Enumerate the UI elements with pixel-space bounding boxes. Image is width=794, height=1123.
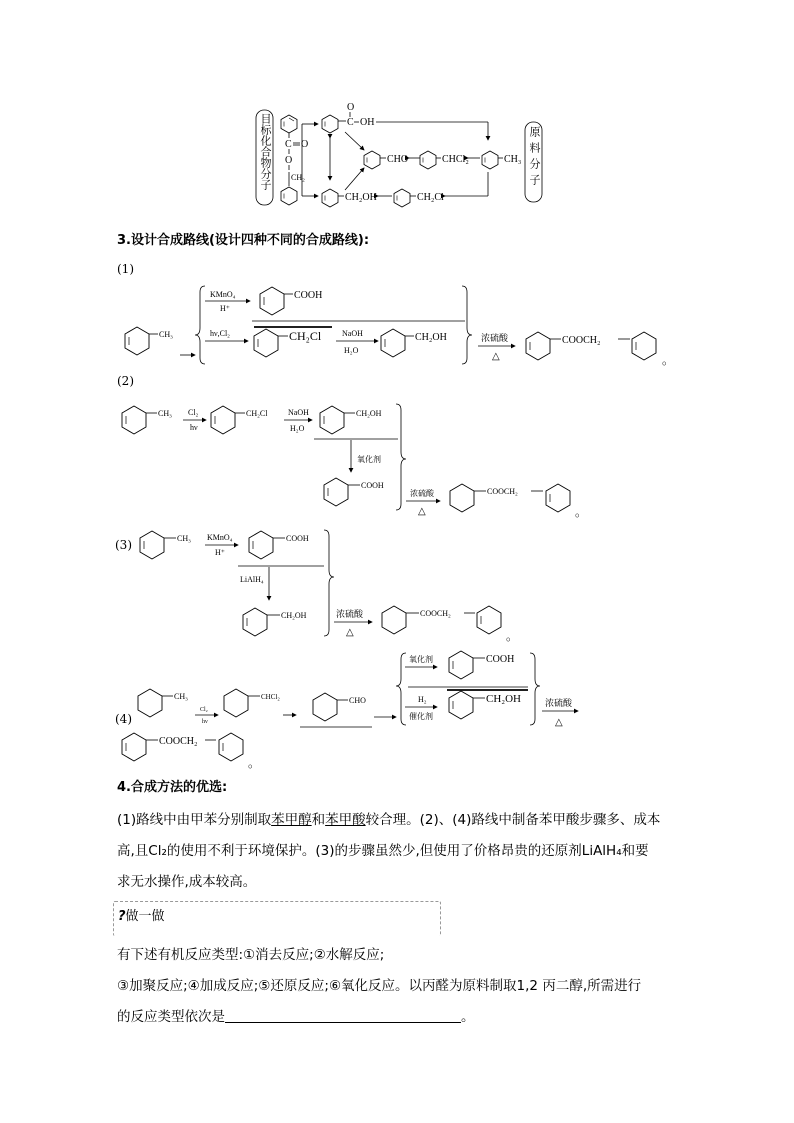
route4-cooh: COOH [486,654,515,665]
route4-cho: CHO [349,696,366,705]
benzene-ring [249,531,273,559]
cyclohexane-ring [224,689,248,717]
route4-hv: hν [202,719,208,725]
target-molecule-label: 目标化合物分子 [259,113,272,190]
practice-question [117,940,697,1033]
route3-end: 。 [506,629,519,643]
route1-kmno4: KMnO₄ [210,290,236,299]
retrosynthesis-diagram [0,0,794,220]
benzene-ring [260,287,284,315]
benzene-ring [381,329,405,357]
section4-line2: 高,且Cl₂的使用不利于环境保护。(3)的步骤虽然少,但使用了价格昂贵的还原剂LiAlH₄和要 [117,843,649,859]
route1-ch2oh: CH₂OH [415,332,447,343]
route2-cl2: Cl₂ [188,408,199,417]
route1-end: 。 [662,353,675,367]
route4-heat: △ [555,717,563,728]
route2-heat: △ [418,506,426,517]
section4-text: (1)路线中由甲苯分别制取 [117,812,272,828]
route1-ch2cl: CH₂Cl [289,329,322,343]
route2-ch3: CH₃ [158,409,172,418]
cyclohexane-ring [382,606,406,634]
route4-ch2oh: CH₂OH [486,693,522,705]
section4-line3: 求无水操作,成本较高。 [117,874,257,890]
benzene-ring [122,733,146,761]
route3-product: COOCH₂ [420,609,451,618]
benzene-ring [632,332,656,360]
practice-line3-end: 。 [461,1009,475,1025]
route2-hv: hν [190,423,198,432]
benzene-ring [322,189,338,207]
source-molecule-label: 原料分子 [528,126,541,190]
benzene-ring [482,151,498,169]
section4-text: 较合理。(2)、(4)路线中制备苯甲酸步骤多、成本 [365,812,661,828]
route4-chcl2: CHCl₂ [261,693,280,701]
benzene-ring [281,187,297,205]
practice-line3 [117,1002,697,1033]
cho-label: CHO [387,154,409,165]
route1-hv-cl2: hν,Cl₂ [210,329,230,338]
route2-naoh: NaOH [288,408,309,417]
route4-oxidant: 氧化剂 [409,655,433,664]
route3-cooh: COOH [286,534,309,543]
route3-hplus: H⁺ [215,548,225,557]
route2-product: COOCH₂ [487,487,518,496]
benzene-ring [526,332,550,360]
route3-heat: △ [346,627,354,638]
route2-label: (2) [117,374,134,388]
route2-ch2cl: CH₂Cl [246,409,268,418]
benzene-ring [546,484,570,512]
route3-label: (3) [115,538,132,552]
section4-paragraph [117,805,697,898]
route1-label: (1) [117,262,134,276]
benzene-ring [125,327,149,355]
route3-ch3: CH₃ [177,534,191,543]
benzyl-alcohol-term: 苯甲醇 [271,812,312,828]
benzene-ring [324,478,348,506]
ch3-label: CH₃ [504,154,522,165]
route4-product-label: COOCH₂ [159,736,198,747]
benzoic-acid-term: 苯甲酸 [325,812,366,828]
benzene-ring [122,406,146,434]
route4-label: (4) [115,712,132,726]
route4-h2: H₂ [418,695,427,704]
benzene-ring [477,606,501,634]
route2-h2o: H₂O [290,424,305,433]
benzene-ring [211,406,235,434]
section3-heading: 3.设计合成路线(设计四种不同的合成路线): [117,233,370,248]
route3-ch2oh: CH₂OH [281,611,307,620]
acid-c: C [347,117,354,128]
route3-scheme [0,520,794,650]
ester-c: C [285,139,292,150]
route4-cl2: Cl₂ [200,707,208,713]
route2-end: 。 [575,505,588,519]
ester-o-double: O [301,139,309,150]
route2-ch2oh: CH₂OH [356,409,382,418]
benzene-ring [320,406,344,434]
cyclohexane-ring [138,689,162,717]
route1-naoh: NaOH [342,329,363,338]
benzene-ring [281,115,297,133]
route4-end: 。 [248,756,261,770]
section4-line1 [117,805,697,836]
route2-scheme [0,392,794,532]
route4-product [0,725,794,775]
benzene-ring [140,531,164,559]
acid-oh: OH [360,117,375,128]
route1-h2o: H₂O [344,346,359,355]
benzene-ring [322,115,338,133]
cyclohexane-ring [313,693,337,721]
practice-box [113,901,441,936]
benzene-ring [243,608,267,636]
route4-catalyst: 催化剂 [409,712,433,721]
route3-conc-h2so4: 浓硫酸 [336,610,364,620]
ch2cl-label: CH₂Cl [417,192,444,203]
route3-lialh4: LiAlH₄ [240,575,264,584]
route1-product: COOCH₂ [562,335,601,346]
section4-heading: 4.合成方法的优选: [117,780,228,795]
benzene-ring [364,151,380,169]
benzene-ring [394,189,410,207]
route4-conc-h2so4: 浓硫酸 [545,699,573,709]
route2-conc-h2so4: 浓硫酸 [410,489,434,498]
practice-line2: ③加聚反应;④加成反应;⑤还原反应;⑥氧化反应。以丙醛为原料制取1,2 丙二醇,所需进行 [117,978,642,994]
benzene-ring [449,691,473,719]
route4-ch3: CH₃ [174,692,188,701]
benzene-ring [420,151,436,169]
route1-conc-h2so4: 浓硫酸 [481,334,509,344]
route1-ch3: CH₃ [159,330,173,339]
route1-cooh: COOH [294,290,323,301]
ester-ch2: CH₂ [291,173,305,182]
practice-line3-text: 的反应类型依次是 [117,1009,225,1025]
route2-oxidant: 氧化剂 [357,455,381,464]
route1-heat: △ [492,351,500,362]
route1-hplus: H⁺ [220,304,230,313]
acid-o: O [347,102,355,113]
practice-title [118,905,165,924]
practice-title-text: 做一做 [125,909,165,924]
question-icon: ? [118,909,126,924]
ch2oh-label: CH₂OH [345,192,377,203]
ester-o: O [285,155,293,166]
chcl2-label: CHCl₂ [442,154,469,165]
cyclohexane-ring [450,484,474,512]
benzene-ring [219,733,243,761]
practice-line1: 有下述有机反应类型:①消去反应;②水解反应; [117,947,385,963]
answer-blank[interactable] [225,1008,461,1023]
route3-kmno4: KMnO₄ [207,533,233,542]
benzene-ring [254,329,278,357]
benzene-ring [449,651,473,679]
section4-text: 和 [311,812,326,828]
route2-cooh: COOH [361,481,384,490]
